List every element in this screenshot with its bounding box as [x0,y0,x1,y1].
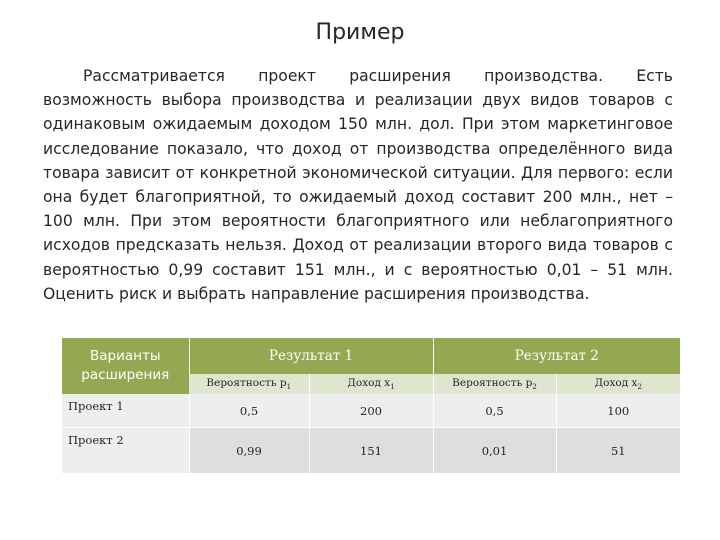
row-label: Проект 2 [62,428,189,474]
slide-title: Пример [315,20,405,45]
row-label: Проект 1 [62,394,189,428]
cell-p2: 0,01 [433,428,556,474]
x1-header-text: Доход x [347,376,391,389]
cell-x1: 200 [309,394,433,428]
cell-p2: 0,5 [433,394,556,428]
table-row [62,428,680,474]
x2-header-text: Доход x [594,376,638,389]
x2-header-sub: 2 [637,383,642,392]
cell-p1: 0,5 [189,394,309,428]
p2-header-sub: 2 [532,383,537,392]
x1-header-sub: 1 [390,383,395,392]
p1-header-text: Вероятность p [206,376,287,389]
data-table [62,338,680,473]
cell-x2: 51 [556,428,680,474]
result2-header: Результат 2 [433,338,680,374]
x1-header [309,374,433,394]
x2-header [556,374,680,394]
corner-header: Варианты расширения [62,338,189,394]
cell-p1: 0,99 [189,428,309,474]
p2-header [433,374,556,394]
cell-x2: 100 [556,394,680,428]
cell-x1: 151 [309,428,433,474]
p1-header-sub: 1 [286,383,292,392]
result1-header: Результат 1 [189,338,433,374]
p1-header [189,374,309,394]
p2-header-text: Вероятность p [452,376,533,389]
table-row [62,394,680,428]
table-header-row [62,338,680,374]
problem-text: Рассматривается проект расширения производства. Есть возможность выбора производства и реализации двух видов товаров с одинаковым ожидаемым доходом 150 млн. дол. При этом маркетинговое исследование показало, что доход от производства определённого вида товара зависит от конкретной экономической ситуации. Для первого: если она будет благоприятной, то ожидаемый доход составит 200 млн., нет – 100 млн. При этом вероятности благоприятного или неблагоприятного исходов предсказать нельзя. Доход от реализации второго вида товаров с вероятностью 0,99 составит 151 млн., и с вероятностью 0,01 – 51 млн. Оценить риск и выбрать направление расширения производства. [43,67,673,303]
